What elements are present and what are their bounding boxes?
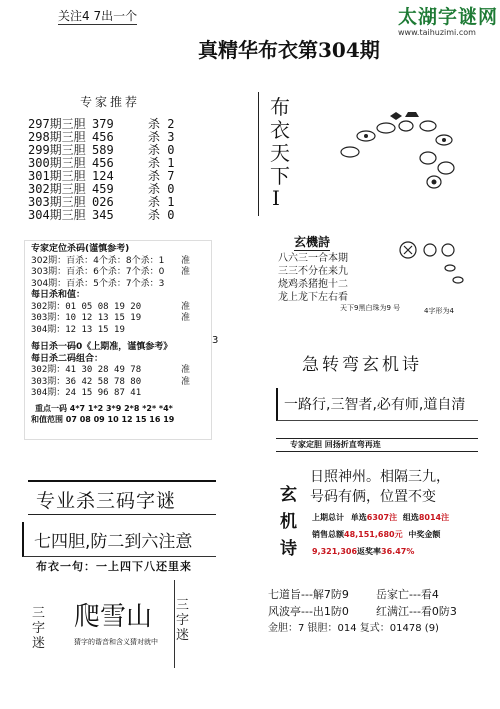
stat-row-label: 304期：24 15 96 87 41 [31, 388, 142, 398]
two-code-rows [25, 365, 211, 400]
stat-row [31, 256, 211, 268]
single-count: 6307注 [366, 513, 398, 522]
tip-1-right: 岳家亡---看4 [376, 588, 439, 601]
xuanji-line: 三三不分在来九 [278, 266, 348, 277]
daily-kill-title: 每日杀和值： [31, 290, 86, 300]
stat-row-label: 303期：10 12 13 15 19 [31, 313, 142, 323]
xuanji-title: 玄機詩 [294, 235, 331, 249]
xuanji-panel [276, 232, 480, 332]
riddle-caption: 猜字的谐音和含义猜对就中 [74, 638, 158, 646]
center-mark: 3 [212, 335, 219, 346]
riddle-side-left: 三字迷 [32, 606, 46, 651]
jizhuan-title: 急转弯玄机诗 [302, 355, 422, 375]
expert-row-kill: 杀 0 [148, 182, 175, 196]
expert-row-period: 303期三胆 [28, 195, 86, 209]
expert-row-nums: 456 [92, 130, 114, 144]
expert-row-period: 300期三胆 [28, 156, 86, 170]
daily-kill-rows [25, 302, 211, 337]
stat-row-result: 准 [181, 365, 191, 375]
stats-header: 专家定位杀码(谨慎参考) [31, 244, 130, 254]
kill-three-box [28, 480, 216, 515]
riddle-side-rule [174, 580, 175, 668]
expert-row-kill: 杀 0 [148, 208, 175, 222]
xuanji-note-right: 4字形为4 [424, 307, 454, 315]
stat-row-result: 准 [181, 301, 191, 312]
expert-row-period: 301期三胆 [28, 169, 86, 183]
stat-row-label: 302期：41 30 28 49 78 [31, 365, 142, 375]
site-logo [398, 2, 498, 36]
buyi-tianxia-numeral: I [272, 186, 280, 210]
expert-row [28, 209, 174, 222]
pool-value: 9,321,306 [312, 547, 358, 556]
return-label: 返奖率 [357, 547, 382, 556]
stat-row [31, 325, 211, 337]
buyi-tianxia-panel [256, 92, 480, 216]
expert-row-nums: 379 [92, 117, 114, 131]
expert-row-period: 302期三胆 [28, 182, 86, 196]
expert-row-nums: 124 [92, 169, 114, 183]
page-title: 真精华布衣第304期 [198, 38, 380, 62]
buyi-tianxia-title: 布衣天下 [270, 95, 290, 188]
xuanji-line: 龙上龙下左右看 [278, 292, 348, 303]
expert-row-kill: 杀 7 [148, 169, 175, 183]
expert-row-nums: 026 [92, 195, 114, 209]
expert-row-kill: 杀 3 [148, 130, 175, 144]
stat-row [31, 302, 211, 314]
group-count: 8014注 [418, 513, 450, 522]
stat-row-label: 304期：12 13 15 19 [31, 324, 125, 335]
site-logo-text: 太湖字谜网 [398, 6, 499, 28]
expert-bottom-side-title: 玄机诗 [280, 485, 297, 559]
sales-line-2 [312, 529, 440, 540]
focus-line: 重点一码 4*7 1*2 3*9 2*8 *2* *4* [35, 403, 173, 413]
jizhuan-verse-box [276, 388, 478, 421]
seven-four-text: 七四胆,防二到六注意 [34, 532, 193, 552]
bottom-tips [268, 586, 478, 656]
stat-row [31, 267, 211, 279]
expert-row-kill: 杀 0 [148, 143, 175, 157]
expert-row-nums: 456 [92, 156, 114, 170]
expert-rows [28, 118, 174, 222]
stat-row-result: 准 [181, 267, 191, 277]
tips-row-3: 金胆：7 银胆：014 复式：01478 (9) [268, 623, 439, 634]
expert-panel [22, 95, 212, 230]
expert-title: 专家推荐 [80, 95, 141, 109]
tips-row-2 [268, 603, 478, 620]
sum-range: 和值范围 07 08 09 10 12 15 16 19 [31, 415, 175, 424]
expert-row-nums: 345 [92, 208, 114, 222]
seven-four-box [22, 522, 216, 557]
buyi-sentence: 布衣一句：一上四下八还里来 [36, 560, 192, 573]
beads-illustration [338, 106, 468, 196]
stat-row-label: 303期：百杀：6个杀：7个杀：0 [31, 267, 165, 277]
stat-row-label: 303期：36 42 58 78 80 [31, 376, 142, 387]
xuanji-line: 烧鸡杀猪抱十二 [278, 279, 348, 290]
stat-row-label: 302期：01 05 08 19 20 [31, 301, 142, 312]
kill-rows [25, 256, 211, 291]
buyi-tianxia-rule [258, 92, 259, 216]
pool-label: 中奖金额 [408, 530, 441, 539]
stat-row-result: 准 [181, 255, 191, 266]
stat-row-result: 准 [181, 376, 191, 387]
expert-row-nums: 589 [92, 143, 114, 157]
return-value: 36.47% [381, 547, 415, 556]
expert-bottom-verse1: 日照神州。相隔三九， [310, 469, 450, 485]
expert-row-period: 297期三胆 [28, 117, 86, 131]
coins-illustration [388, 234, 478, 294]
stat-row [31, 313, 211, 325]
sales-value: 48,151,680元 [344, 530, 403, 539]
stat-row-result: 准 [181, 313, 191, 323]
xuanji-line: 八六三一合本期 [278, 253, 348, 264]
sales-prefix: 上期总计 [312, 513, 344, 522]
site-url: www.taihuzimi.com [398, 28, 476, 37]
riddle-left-panel [26, 580, 212, 690]
kill-three-text: 专业杀三码字谜 [36, 490, 177, 512]
expert-row-nums: 459 [92, 182, 114, 196]
expert-row-period: 304期三胆 [28, 208, 86, 222]
stats-panel [24, 240, 212, 440]
expert-row-period: 298期三胆 [28, 130, 86, 144]
stat-row [31, 365, 211, 377]
expert-row-kill: 杀 1 [148, 156, 175, 170]
stat-row [31, 388, 211, 400]
stat-row [31, 279, 211, 291]
stat-row-label: 304期：百杀：5个杀：7个杀：3 [31, 278, 165, 289]
top-note: 关注4 7出一个 [58, 9, 138, 23]
expert-row-period: 299期三胆 [28, 143, 86, 157]
sales-line-3 [312, 546, 414, 557]
expert-row-kill: 杀 1 [148, 195, 175, 209]
daily-kill-one: 每日杀一码0《上期准，谨慎参考》 [31, 342, 173, 352]
tips-row-1 [268, 586, 478, 603]
riddle-main: 爬雪山 [74, 602, 153, 632]
tip-2-left: 风波亭---出1防0 [268, 605, 349, 618]
sales-line-1 [312, 512, 449, 523]
expert-bottom-panel [276, 438, 478, 573]
xuanji-lines [278, 252, 348, 304]
jizhuan-verse: 一路行,三智者,必有师,道自清 [284, 397, 466, 413]
sales-label: 销售总额 [312, 530, 344, 539]
expert-bottom-verse2: 号码有俩，位置不变 [310, 489, 436, 505]
tip-2-right: 红满江---看0防3 [376, 605, 457, 618]
xuanji-note-left: 天下9黑白珠为9 号 [340, 304, 401, 312]
stat-row-label: 302期：百杀：4个杀：8个杀：1 [31, 255, 165, 266]
two-code-title: 每日杀二码组合： [31, 353, 104, 364]
stat-row [31, 377, 211, 389]
group-label: 组选 [402, 513, 419, 522]
riddle-side-right: 三字迷 [176, 598, 190, 643]
single-label: 单选 [350, 513, 367, 522]
tip-1-left: 七道旨---解7防9 [268, 588, 349, 601]
expert-bottom-header: 专家定胆 回扬折直弯再连 [276, 438, 478, 452]
expert-row-kill: 杀 2 [148, 117, 175, 131]
